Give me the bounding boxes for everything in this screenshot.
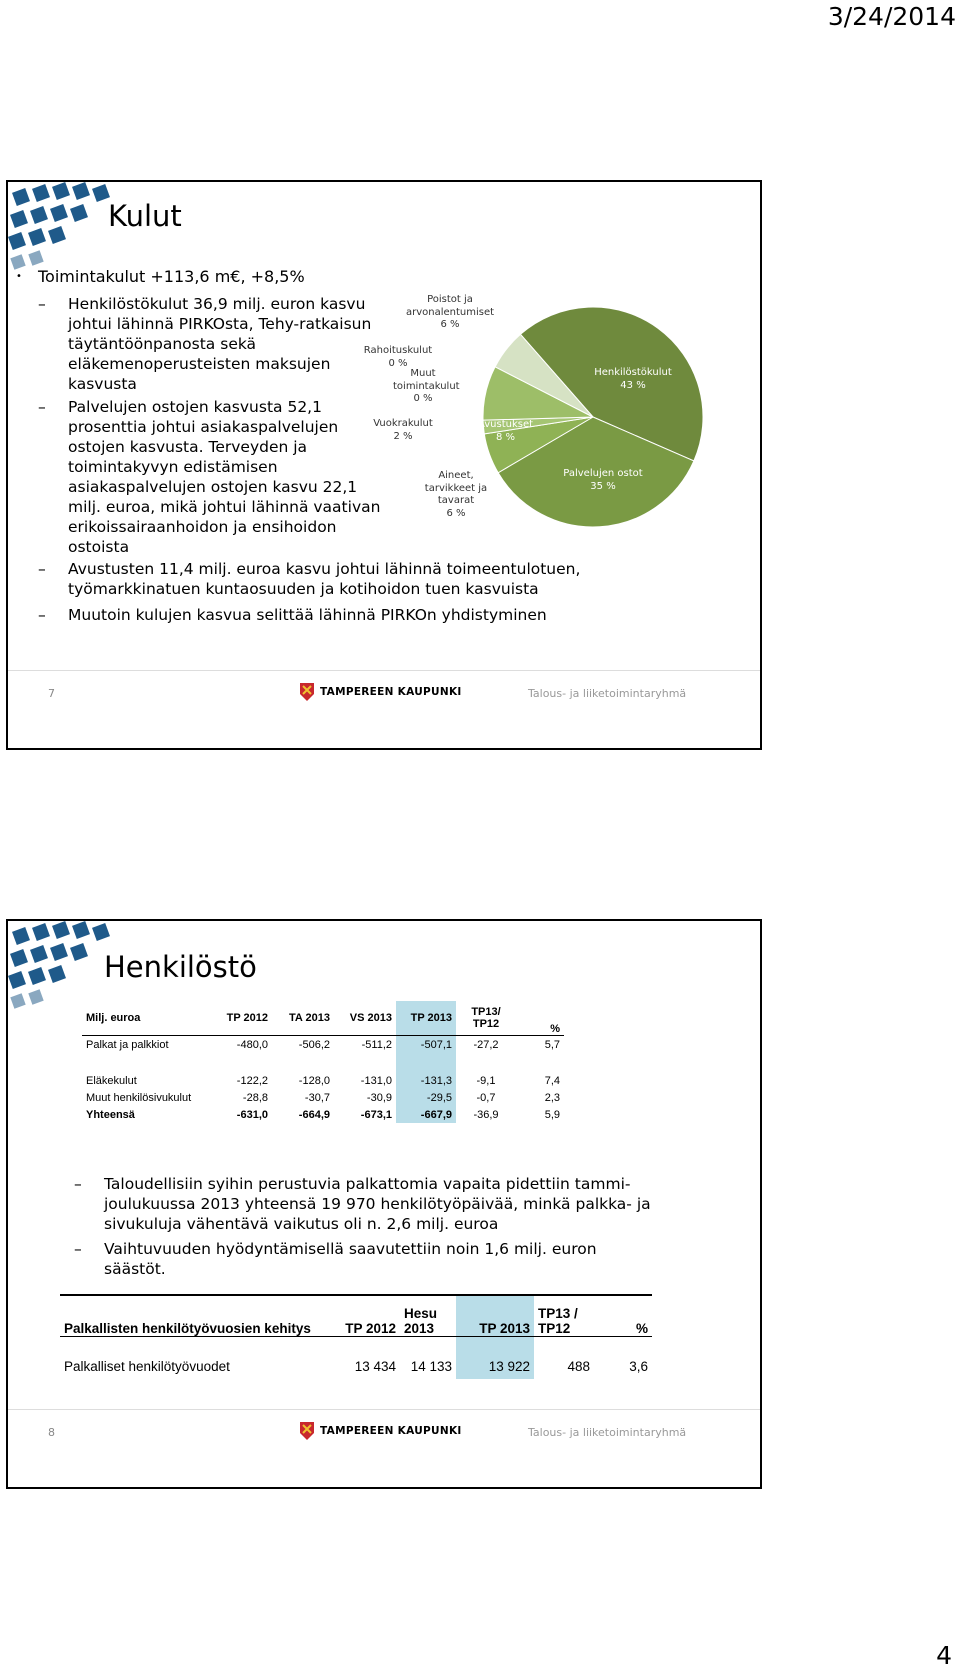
slide-title: Kulut: [108, 199, 182, 233]
footer-divider: [8, 1409, 760, 1410]
table-row: Muut henkilösivukulut -28,8 -30,7 -30,9 -29,5 -0,7 2,3: [82, 1089, 564, 1106]
table-spacer: [60, 1337, 652, 1355]
pie-label-avustukset: Avustukset 8 %: [478, 419, 534, 443]
table-total-row: Yhteensä -631,0 -664,9 -673,1 -667,9 -36,9 5,9: [82, 1106, 564, 1123]
cost-pie-chart: [478, 302, 708, 532]
pie-label-rahoituskulut: Rahoituskulut 0 %: [363, 345, 433, 369]
pie-label-poistot: Poistot ja arvonalentumiset 6 %: [405, 294, 495, 330]
table-header: Milj. euroa TP 2012 TA 2013 VS 2013 TP 2013 TP13/ TP12 %: [82, 1001, 564, 1035]
table-spacer: [82, 1055, 564, 1072]
page-date: 3/24/2014: [827, 2, 956, 31]
pie-label-henkilostokulut: Henkilöstökulut 43 %: [594, 367, 672, 391]
pie-label-vuokrakulut: Vuokrakulut 2 %: [373, 418, 433, 442]
footer-divider: [8, 670, 760, 671]
city-crest-icon: [300, 683, 314, 701]
slide-title: Henkilöstö: [104, 950, 257, 984]
bullet-muutoin: – Muutoin kulujen kasvua selittää lähinnä PIRKOn yhdistyminen: [68, 605, 628, 625]
slide-number: 8: [48, 1426, 55, 1439]
bullet-vaihtuvuus: – Vaihtuvuuden hyödyntämisellä saavutettiin noin 1,6 milj. euron säästöt.: [104, 1239, 604, 1279]
pie-label-aineet: Aineet, tarvikkeet ja tavarat 6 %: [424, 470, 488, 519]
bullet-henkilostokulut: – Henkilöstökulut 36,9 milj. euron kasvu johtui lähinnä PIRKOsta, Tehy-ratkaisun täytäntöönpanosta sekä eläkemenoperusteisten maksujen kasvusta: [68, 294, 388, 394]
table-row: Palkalliset henkilötyövuodet 13 434 14 133 13 922 488 3,6: [60, 1355, 652, 1379]
personnel-years-table: [60, 1294, 652, 1379]
table-row: Eläkekulut -122,2 -128,0 -131,0 -131,3 -9,1 7,4: [82, 1072, 564, 1089]
footer-group-name: Talous- ja liiketoimintaryhmä: [528, 1426, 687, 1439]
personnel-cost-table: [82, 1001, 564, 1123]
slide-henkilosto: [6, 919, 762, 1489]
bullet-palkattomat-vapaat: – Taloudellisiin syihin perustuvia palkattomia vapaita pidettiin tammi-joulukuussa 2013 yhteensä 19 970 henkilötyöpäivää, minkä palkka- ja sivukuluja vähentävä vaikutus oli n. 2,6 milj. euroa: [104, 1174, 664, 1234]
pie-label-palvelujen-ostot: Palvelujen ostot 35 %: [563, 468, 643, 492]
table-row: Palkat ja palkkiot -480,0 -506,2 -511,2 -507,1 -27,2 5,7: [82, 1035, 564, 1055]
table-header: Palkallisten henkilötyövuosien kehitys TP 2012 Hesu 2013 TP 2013 TP13 / TP12 %: [60, 1295, 652, 1337]
pie-label-muut: Muut toimintakulut 0 %: [393, 368, 460, 404]
footer-logo: TAMPEREEN KAUPUNKI: [300, 1422, 462, 1440]
footer-logo: TAMPEREEN KAUPUNKI: [300, 683, 462, 701]
page-number: 4: [936, 1641, 952, 1670]
slide-number: 7: [48, 687, 55, 700]
main-bullet: • Toimintakulut +113,6 m€, +8,5%: [16, 267, 305, 286]
slide-kulut: [6, 180, 762, 750]
footer-group-name: Talous- ja liiketoimintaryhmä: [528, 687, 687, 700]
city-crest-icon: [300, 1422, 314, 1440]
city-pattern-logo: [8, 182, 118, 277]
bullet-avustukset: – Avustusten 11,4 milj. euroa kasvu johtui lähinnä toimeentulotuen, työmarkkinatuen kuntaosuuden ja kotihoidon tuen kasvuista: [68, 559, 628, 599]
bullet-palvelujen-ostot: – Palvelujen ostojen kasvusta 52,1 prosenttia johtui asiakaspalvelujen ostojen kasvusta. Terveyden ja toimintakyvyn edistämisen asiakaspalvelujen ostojen kasvu 22,1 milj. euroa, mikä johtui lähinnä vaativan erikoissairaanhoidon ja ensihoidon ostoista: [68, 397, 388, 557]
